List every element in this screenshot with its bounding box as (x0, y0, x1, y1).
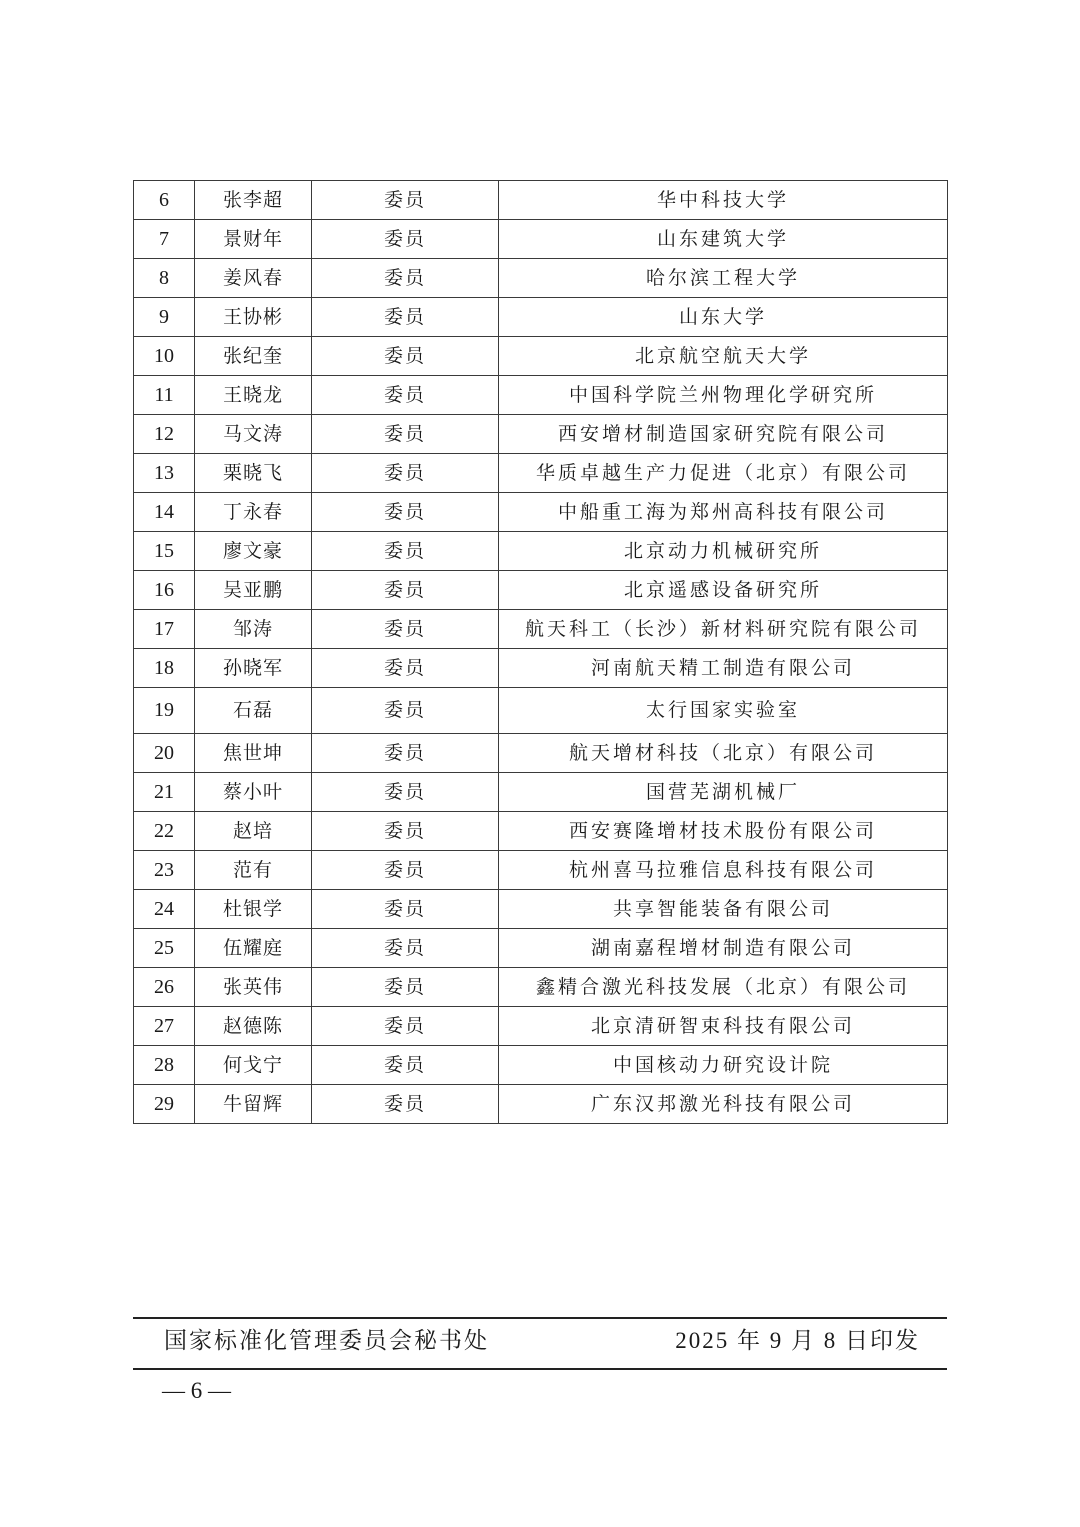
member-role: 委员 (312, 376, 499, 415)
row-number: 17 (134, 610, 195, 649)
member-organization: 北京航空航天大学 (499, 337, 948, 376)
member-organization: 中国科学院兰州物理化学研究所 (499, 376, 948, 415)
member-name: 赵培 (195, 812, 312, 851)
member-organization: 航天增材科技（北京）有限公司 (499, 734, 948, 773)
member-organization: 河南航天精工制造有限公司 (499, 649, 948, 688)
member-role: 委员 (312, 298, 499, 337)
member-name: 焦世坤 (195, 734, 312, 773)
member-name: 吴亚鹏 (195, 571, 312, 610)
table-row (134, 181, 948, 220)
member-name: 何戈宁 (195, 1046, 312, 1085)
row-number: 11 (134, 376, 195, 415)
member-name: 范有 (195, 851, 312, 890)
issuer-name: 国家标准化管理委员会秘书处 (164, 1328, 489, 1354)
member-organization: 湖南嘉程增材制造有限公司 (499, 929, 948, 968)
member-organization: 国营芜湖机械厂 (499, 773, 948, 812)
row-number: 20 (134, 734, 195, 773)
member-role: 委员 (312, 571, 499, 610)
member-role: 委员 (312, 532, 499, 571)
member-name: 蔡小叶 (195, 773, 312, 812)
member-role: 委员 (312, 181, 499, 220)
member-organization: 山东大学 (499, 298, 948, 337)
table-row (134, 220, 948, 259)
member-organization: 北京遥感设备研究所 (499, 571, 948, 610)
row-number: 22 (134, 812, 195, 851)
member-name: 张纪奎 (195, 337, 312, 376)
table-row (134, 649, 948, 688)
member-role: 委员 (312, 337, 499, 376)
member-name: 王晓龙 (195, 376, 312, 415)
member-name: 石磊 (195, 688, 312, 734)
member-role: 委员 (312, 259, 499, 298)
table-row (134, 337, 948, 376)
member-organization: 北京清研智束科技有限公司 (499, 1007, 948, 1046)
member-organization: 山东建筑大学 (499, 220, 948, 259)
member-organization: 西安增材制造国家研究院有限公司 (499, 415, 948, 454)
member-organization: 哈尔滨工程大学 (499, 259, 948, 298)
table-row (134, 851, 948, 890)
table-row (134, 571, 948, 610)
table-row (134, 688, 948, 734)
member-organization: 华质卓越生产力促进（北京）有限公司 (499, 454, 948, 493)
row-number: 18 (134, 649, 195, 688)
page-number: — 6 — (162, 1378, 231, 1403)
member-role: 委员 (312, 493, 499, 532)
member-role: 委员 (312, 734, 499, 773)
member-name: 景财年 (195, 220, 312, 259)
member-organization: 中船重工海为郑州高科技有限公司 (499, 493, 948, 532)
member-role: 委员 (312, 415, 499, 454)
member-role: 委员 (312, 454, 499, 493)
member-table (133, 180, 948, 1124)
member-role: 委员 (312, 1085, 499, 1124)
member-name: 牛留辉 (195, 1085, 312, 1124)
member-organization: 杭州喜马拉雅信息科技有限公司 (499, 851, 948, 890)
table-row (134, 532, 948, 571)
member-organization: 鑫精合激光科技发展（北京）有限公司 (499, 968, 948, 1007)
member-organization: 华中科技大学 (499, 181, 948, 220)
member-role: 委员 (312, 929, 499, 968)
footer-top-rule (133, 1317, 947, 1319)
table-row (134, 968, 948, 1007)
table-row (134, 1046, 948, 1085)
member-role: 委员 (312, 1046, 499, 1085)
member-name: 栗晓飞 (195, 454, 312, 493)
table-row (134, 773, 948, 812)
row-number: 26 (134, 968, 195, 1007)
member-name: 姜风春 (195, 259, 312, 298)
row-number: 29 (134, 1085, 195, 1124)
member-organization: 西安赛隆增材技术股份有限公司 (499, 812, 948, 851)
issue-date: 2025 年 9 月 8 日印发 (675, 1328, 920, 1353)
member-organization: 航天科工（长沙）新材料研究院有限公司 (499, 610, 948, 649)
row-number: 24 (134, 890, 195, 929)
row-number: 15 (134, 532, 195, 571)
row-number: 27 (134, 1007, 195, 1046)
member-organization: 广东汉邦激光科技有限公司 (499, 1085, 948, 1124)
row-number: 13 (134, 454, 195, 493)
member-organization: 太行国家实验室 (499, 688, 948, 734)
table-row (134, 298, 948, 337)
row-number: 19 (134, 688, 195, 734)
table-row (134, 812, 948, 851)
member-name: 孙晓军 (195, 649, 312, 688)
member-role: 委员 (312, 649, 499, 688)
member-rows (134, 181, 948, 1124)
member-role: 委员 (312, 890, 499, 929)
member-role: 委员 (312, 220, 499, 259)
row-number: 8 (134, 259, 195, 298)
row-number: 12 (134, 415, 195, 454)
table-row (134, 454, 948, 493)
member-name: 杜银学 (195, 890, 312, 929)
table-row (134, 493, 948, 532)
member-role: 委员 (312, 688, 499, 734)
row-number: 14 (134, 493, 195, 532)
member-name: 伍耀庭 (195, 929, 312, 968)
member-name: 张英伟 (195, 968, 312, 1007)
member-organization: 中国核动力研究设计院 (499, 1046, 948, 1085)
table-row (134, 890, 948, 929)
member-name: 廖文豪 (195, 532, 312, 571)
row-number: 10 (134, 337, 195, 376)
member-role: 委员 (312, 851, 499, 890)
table-row (134, 734, 948, 773)
table-row (134, 1085, 948, 1124)
member-organization: 共享智能装备有限公司 (499, 890, 948, 929)
member-name: 王协彬 (195, 298, 312, 337)
member-name: 丁永春 (195, 493, 312, 532)
member-role: 委员 (312, 968, 499, 1007)
table-row (134, 929, 948, 968)
table-row (134, 259, 948, 298)
member-name: 张李超 (195, 181, 312, 220)
row-number: 28 (134, 1046, 195, 1085)
member-role: 委员 (312, 812, 499, 851)
footer-bottom-rule (133, 1368, 947, 1370)
row-number: 9 (134, 298, 195, 337)
member-organization: 北京动力机械研究所 (499, 532, 948, 571)
table-row (134, 610, 948, 649)
table-row (134, 415, 948, 454)
table-row (134, 1007, 948, 1046)
member-name: 邹涛 (195, 610, 312, 649)
member-name: 马文涛 (195, 415, 312, 454)
table-row (134, 376, 948, 415)
row-number: 23 (134, 851, 195, 890)
row-number: 6 (134, 181, 195, 220)
row-number: 21 (134, 773, 195, 812)
member-role: 委员 (312, 773, 499, 812)
member-name: 赵德陈 (195, 1007, 312, 1046)
member-role: 委员 (312, 1007, 499, 1046)
member-role: 委员 (312, 610, 499, 649)
row-number: 16 (134, 571, 195, 610)
row-number: 7 (134, 220, 195, 259)
row-number: 25 (134, 929, 195, 968)
